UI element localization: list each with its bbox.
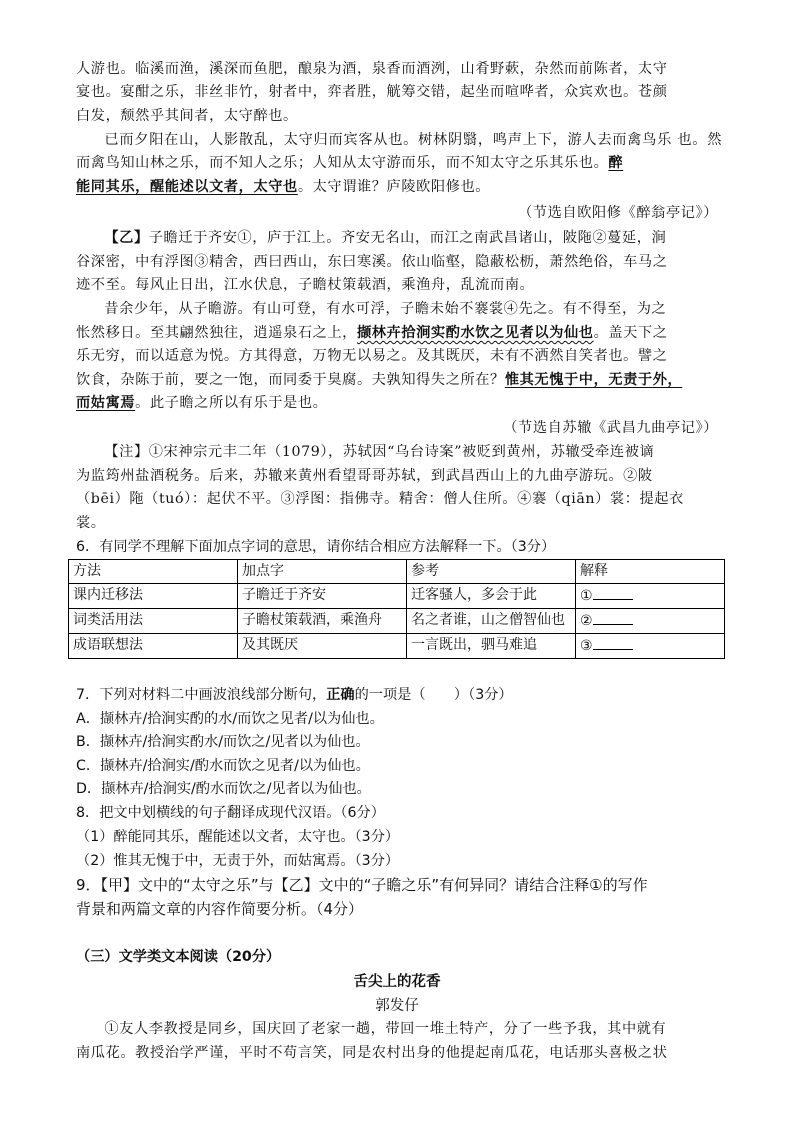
question-8-item-1: （1）醉能同其乐，醒能述以文者，太守也。（3分） [76,829,400,845]
passage-b-para2-l1: 昔余少年，从子瞻游。有山可登，有水可浮，子瞻未始不褰裳④先之。有不得至，为之 [104,301,667,317]
option-c[interactable]: C．撷林卉/拾涧实/酌水而饮之见者/以为仙也。 [76,758,370,774]
passage-a-line: 已而夕阳在山，人影散乱，太守归而宾客从也。树林阴翳，鸣声上下，游人去而禽鸟乐 [104,132,673,148]
table-header-cell: 解释 [576,560,725,584]
passage-b-line: 。盖天下之 [593,325,668,341]
passage-b-line: 怅然移日。至其翩然独往，逍遥泉石之上， [76,325,357,341]
passage-b-para2-l4 [76,369,722,392]
answer-label: ② [580,613,593,629]
table-cell: 名之者谁，山之僧智仙也 [407,609,576,634]
answer-cell[interactable] [576,634,725,659]
table-cell: 及其既厌 [238,634,407,659]
table-header-cell: 加点字 [238,560,407,584]
passage-a-line: 。太守谓谁？庐陵欧阳修也。 [297,179,491,195]
passage-a-source: （节选自欧阳修《醉翁亭记》） [518,205,718,221]
passage-a-line: 宴也。宴酣之乐，非丝非竹，射者中，弈者胜，觥筹交错，起坐而喧哗者，众宾欢也。苍颜 [76,84,668,101]
article-title: 舌尖上的花香 [353,974,441,990]
article-para1-l2: 南瓜花。教授治学严谨，平时不苟言笑，同是农村出身的他提起南瓜花，电话那头喜极之状 [76,1045,668,1061]
passage-b-para2-l2 [76,322,722,345]
passage-b-para1 [76,227,722,250]
table-cell: 迁客骚人，多会于此 [407,584,576,609]
passage-b-para1-l2: 谷深密，中有浮图③精舍，西曰西山，东曰寒溪。依山临壑，隐蔽松枥，萧然绝俗，车马之 [76,254,668,270]
passage-b-para1-l3: 迹不至。每风止日出，江水伏息，子瞻杖策载酒，乘渔舟，乱流而南。 [76,277,535,293]
note-l2: 为监筠州盐酒税务。后来，苏辙来黄州看望哥哥苏轼，到武昌西山上的九曲亭游玩。②陂 [76,468,653,484]
passage-a-line: 白发，颓然乎其间者，太守醉也。 [76,107,298,124]
answer-cell[interactable] [576,584,725,609]
answer-cell[interactable] [576,609,725,634]
passage-a-line: 人游也。临溪而渔，溪深而鱼肥，酿泉为酒，泉香而酒洌，山肴野蔌，杂然而前陈者，太守 [76,61,668,77]
note-l4: 裳。 [76,515,106,531]
table-cell: 子瞻杖策载酒，乘渔舟 [238,609,407,634]
table-row [69,634,725,659]
answer-blank[interactable] [593,585,633,600]
table-cell: 课内迁移法 [69,584,238,609]
question-6-table [68,559,725,659]
article-para1-l1: ①友人李教授是同乡，国庆回了老家一趟，带回一堆土特产，分了一些予我，其中就有 [104,1021,667,1037]
question-text: 7．下列对材料二中画波浪线部分断句， [76,687,327,703]
option-b[interactable]: B．撷林卉/拾涧实酌水/而饮之/见者以为仙也。 [76,734,370,750]
translation-sentence-2: 惟其无愧于中，无责于外， [504,372,683,388]
table-header-cell: 参考 [407,560,576,584]
passage-a-para2-line3 [76,176,722,199]
table-cell: 词类活用法 [69,609,238,634]
table-header-cell: 方法 [69,560,238,584]
question-8-stem: 8．把文中划横线的句子翻译成现代汉语。（6分） [76,805,385,821]
table-row [69,609,725,634]
question-8-item-2: （2）惟其无愧于中，无责于外，而姑寓焉。（3分） [76,853,400,869]
answer-blank[interactable] [593,610,633,625]
translation-sentence-1-start: 醉 [608,155,624,172]
table-row [69,584,725,609]
table-cell: 子瞻迁于齐安 [238,584,407,609]
question-6-stem: 6．有同学不理解下面加点字词的意思，请你结合相应方法解释一下。（3分） [76,539,556,555]
question-9-l1: 9．【甲】文中的“太守之乐”与【乙】文中的“子瞻之乐”有何异同？请结合注释①的写作 [76,876,648,894]
note-l3: （bēi）陁（tuó）：起伏不平。③浮图：指佛寺。精舍：僧人住所。④褰（qiān）裳：提起衣 [76,491,684,507]
option-a[interactable]: A．撷林卉/拾涧实酌的水/而饮之见者/以为仙也。 [76,711,384,727]
table-cell: 成语联想法 [69,634,238,659]
passage-a-line: 也。然而禽鸟知山林之乐，而不知人之乐；人知从太守游而乐，而不知太守之乐其乐也。 [76,132,722,172]
passage-b-tag: 【乙】 [104,230,149,246]
question-emphasis: 正确 [326,687,355,703]
passage-b-para2-l5 [76,392,722,415]
section-3-heading: （三）文学类文本阅读（20分） [76,949,281,965]
translation-sentence-1: 能同其乐，醒能述以文者，太守也 [76,179,298,195]
answer-label: ③ [580,638,593,654]
table-header-row [69,560,725,584]
passage-b-line: 饮食，杂陈于前，要之一饱，而同委于臭腐。夫孰知得失之所在？ [76,372,505,388]
passage-b-para2-l3: 乐无穷，而以适意为悦。方其得意，万物无以易之。及其既厌，未有不洒然自笑者也。譬之 [76,348,668,364]
question-7-stem [76,684,736,707]
passage-b-line: 。此子瞻之所以有乐于是也。 [135,395,328,411]
passage-b-source: （节选自苏辙《武昌九曲亭记》） [503,420,718,436]
question-text: 的一项是（ ）（3分） [354,687,513,703]
answer-label: ① [580,588,593,604]
translation-sentence-2-end: 而姑寓焉 [76,395,136,411]
wavy-line-sentence: 撷林卉拾涧实酌水饮之见者以为仙也 [356,325,594,341]
note-l1: 【注】①宋神宗元丰二年（1079），苏轼因“乌台诗案”被贬到黄州，苏辙受牵连被谪 [104,444,655,460]
answer-blank[interactable] [593,635,633,650]
passage-b-line: 子瞻迁于齐安①，庐于江上。齐安无名山，而江之南武昌诸山，陂陁②蔓延，涧 [148,230,667,246]
passage-a-para1 [76,58,722,128]
table-cell: 一言既出，驷马难追 [407,634,576,659]
passage-a-para2 [76,129,722,176]
question-9-l2: 背景和两篇文章的内容作简要分析。（4分） [76,900,364,918]
article-author: 郭发仔 [375,998,419,1014]
option-d[interactable]: D．撷林卉/拾涧实/酌水而饮之/见者以为仙也。 [76,781,371,797]
